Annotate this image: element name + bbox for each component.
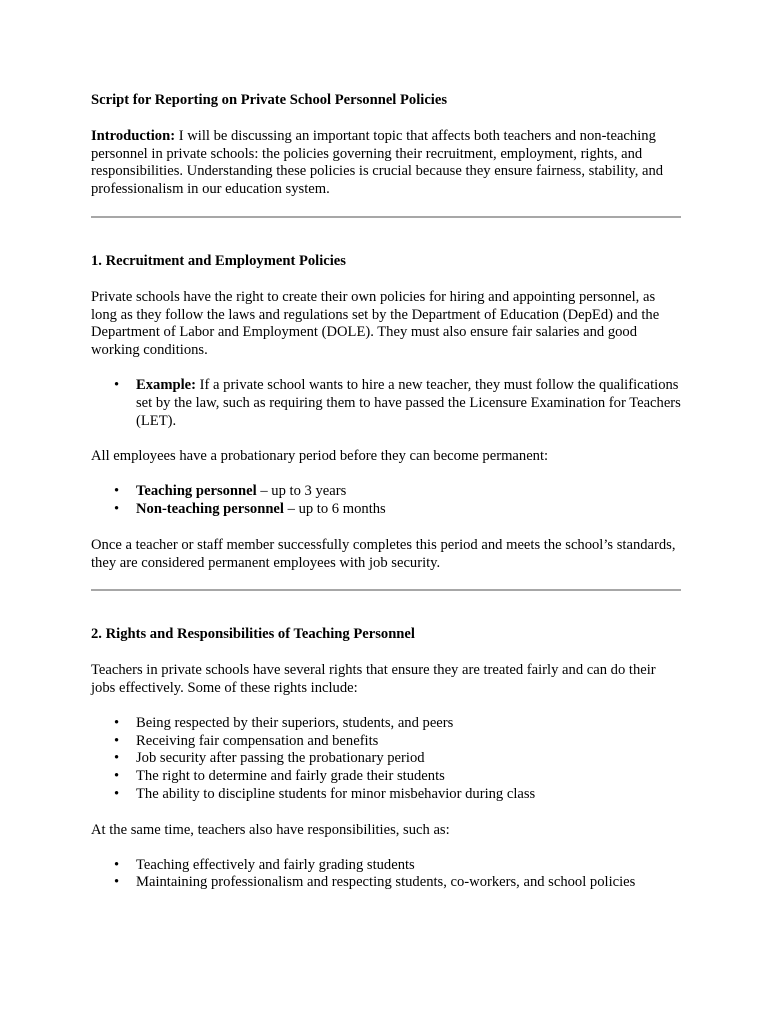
probation-text: – up to 3 years — [256, 483, 347, 500]
probation-intro: All employees have a probationary period before they can become permanent: — [91, 448, 549, 465]
probation-label: Non-teaching personnel — [136, 500, 284, 517]
rights-list-item: • Being respected by their superiors, students, and peers — [136, 715, 681, 733]
example-label: Example: — [136, 376, 196, 393]
rights-intro: Teachers in private schools have several rights that ensure they are treated fairly and can do their jobs effectively. Some of these rights include: — [91, 662, 656, 696]
responsibilities-list-item: • Maintaining professionalism and respecting students, co-workers, and school policies — [136, 874, 681, 892]
intro-text: I will be discussing an important topic that affects both teachers and non-teaching personnel in private schools: the policies governing their recruitment, employment, rights, and responsibilities. Understanding these policies is crucial because they ensure fairness, stability, and professionalism in our education system. — [91, 127, 664, 198]
probation-list — [91, 483, 681, 519]
probation-list-item — [136, 501, 681, 519]
example-list — [91, 377, 681, 430]
responsibilities-list — [91, 857, 681, 893]
example-text: If a private school wants to hire a new teacher, they must follow the qualifications set by the law, such as requiring them to have passed the Licensure Examination for Teachers (LET). — [136, 376, 681, 429]
rights-list-item: • Receiving fair compensation and benefits — [136, 733, 681, 751]
example-list-item — [136, 377, 681, 430]
responsibilities-intro: At the same time, teachers also have responsibilities, such as: — [91, 821, 450, 838]
section-divider — [91, 216, 681, 218]
probation-label: Teaching personnel — [136, 483, 257, 500]
responsibilities-list-item: • Teaching effectively and fairly grading students — [136, 857, 681, 875]
probation-text: – up to 6 months — [283, 500, 386, 517]
intro-label: Introduction: — [91, 127, 176, 144]
section-2-heading: 2. Rights and Responsibilities of Teaching Personnel — [91, 626, 415, 643]
intro-paragraph — [91, 128, 681, 199]
section-1-paragraph: Private schools have the right to create their own policies for hiring and appointing personnel, as long as they follow the laws and regulations set by the Department of Education (DepEd) and the Department of Labor and Employment (DOLE). They must also ensure fair salaries and good working conditions. — [91, 288, 660, 359]
document-title: Script for Reporting on Private School Personnel Policies — [91, 92, 448, 108]
rights-list-item: • The right to determine and fairly grade their students — [136, 768, 681, 786]
section-1-heading: 1. Recruitment and Employment Policies — [91, 252, 346, 269]
probation-list-item — [136, 483, 681, 501]
section-divider — [91, 589, 681, 591]
document-page — [91, 92, 681, 892]
rights-list-item: • Job security after passing the probationary period — [136, 750, 681, 768]
rights-list-item: • The ability to discipline students for minor misbehavior during class — [136, 786, 681, 804]
rights-list — [91, 715, 681, 804]
permanent-paragraph: Once a teacher or staff member successfully completes this period and meets the school’s standards, they are considered permanent employees with job security. — [91, 536, 676, 571]
